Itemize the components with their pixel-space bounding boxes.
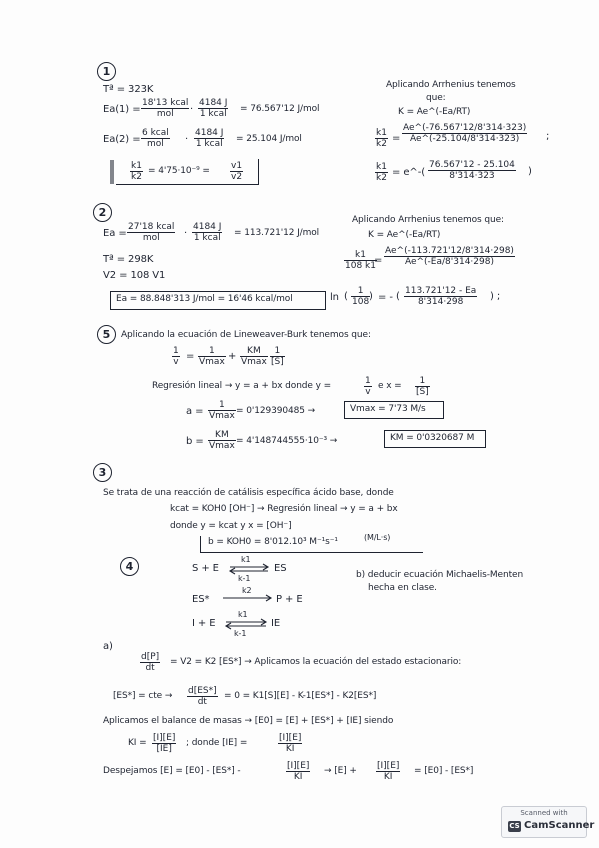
section-number-2: 2: [93, 203, 112, 222]
s1-ea2-fraction-b: 4184 J 1 kcal: [195, 128, 224, 149]
s3-unit-note: (M/L·s): [364, 533, 391, 542]
s2-ea-result: = 113.721'12 J/mol: [234, 228, 320, 238]
s2-ln-label: ln: [330, 292, 339, 303]
s2-right-expression: $\frac{Ae\^{}(-113.721'12/8'314\cdot 298)}{Ae\^{}(-Ea/8'314\cdot 298)}$: [385, 246, 514, 267]
s5-regression: Regresión lineal → y = a + bx donde y =: [152, 381, 332, 391]
s2-ln-expression: $\frac{113.721'12 - Ea}{8'314\cdot 298}$: [405, 286, 477, 307]
s1-ea1-result: = 76.567'12 J/mol: [240, 104, 320, 114]
s4-reaction1-right: ES: [274, 563, 287, 574]
s1-ea2-fraction-a: 6 kcal mol: [142, 128, 169, 149]
s5-km-over-vmax: KM Vmax: [241, 346, 267, 367]
s4-reaction3-right: IE: [271, 618, 281, 629]
camscanner-watermark: Scanned with CS CamScanner: [501, 806, 587, 838]
s5-a-label: a =: [186, 406, 204, 417]
s2-right-k-ratio: $\frac{k1}{108 k1}$: [345, 250, 376, 271]
s1-exp-eq: = e^-(: [392, 167, 425, 178]
s4-reaction2-right: P + E: [276, 594, 303, 605]
s4-ki-label: KI =: [128, 738, 147, 748]
s1-temperature: Tª = 323K: [103, 84, 154, 95]
s4-ss-eq: = 0 = K1[S][E] - K-1[ES*] - K2[ES*]: [224, 691, 377, 701]
s4-reaction2-left: ES*: [192, 594, 210, 605]
s1-arrhenius-eq: K = Ae^(-Ea/RT): [398, 107, 471, 117]
s2-v2: V2 = 108 V1: [103, 270, 166, 281]
s2-ea-label: Ea =: [103, 228, 127, 239]
s5-vmax-result: Vmax = 7'73 M/s: [350, 404, 426, 414]
s4-note-line2: hecha en clase.: [368, 583, 437, 593]
s1-ea2-result: = 25.104 J/mol: [236, 134, 302, 144]
s1-ea1-fraction-b: 4184 J 1 kcal: [199, 98, 228, 119]
s1-ea1-label: Ea(1) =: [103, 104, 141, 115]
s2-ea-fraction-a: 27'18 kcal mol: [128, 222, 175, 243]
s4-mass-balance: Aplicamos el balance de masas → [E0] = [E] + [ES*] + [IE] siendo: [103, 716, 394, 726]
s4-rate-eq: = V2 = K2 [ES*] → Aplicamos la ecuación del estado estacionario:: [170, 657, 462, 667]
section-number-1: 1: [97, 62, 116, 81]
s5-inv-vmax: 1 Vmax: [199, 346, 225, 367]
s4-despeje: Despejamos [E] = [E0] - [ES*] -: [103, 766, 241, 776]
s1-ea1-fraction-a: 18'13 kcal mol: [142, 98, 189, 119]
s5-b-value: = 4'148744555·10⁻³ →: [236, 436, 338, 446]
s1-box-value: = 4'75·10⁻⁹ =: [148, 166, 210, 176]
s4-part-a: a): [103, 641, 113, 652]
s1-ea2-label: Ea(2) =: [103, 134, 141, 145]
s2-ea-fraction-b: 4184 J 1 kcal: [193, 222, 222, 243]
section-number-5: 5: [97, 325, 116, 344]
s2-ln-fraction: $\frac{1}{108}$: [352, 286, 370, 307]
s5-a-value: = 0'129390485 →: [236, 406, 316, 416]
s5-km-result: KM = 0'0320687 M: [390, 433, 475, 443]
s1-exp-fraction: $\frac{76.567'12 - 25.104}{8'314\cdot 323}$: [429, 160, 515, 181]
s5-inv-s: $\frac{1}{[S]}$: [271, 346, 284, 367]
s1-right-intro: Aplicando Arrhenius tenemos: [386, 80, 516, 90]
s1-right-k-ratio: $\frac{k1}{k2}$: [376, 128, 387, 149]
s3-kcat: kcat = KOH0 [OH⁻] → Regresión lineal → y = a + bx: [170, 504, 398, 514]
s2-arrhenius-eq: K = Ae^(-Ea/RT): [368, 230, 441, 240]
s2-temperature: Tª = 298K: [103, 254, 154, 265]
s2-right-intro: Aplicando Arrhenius tenemos que:: [352, 215, 504, 225]
scanned-page: 1 Tª = 323K Ea(1) = 18'13 kcal mol · 4184 J 1 kcal = 76.567'12 J/mol Ea(2) = 6 kcal mol · 4184 J 1 kcal = 25.104 J/mol $\frac{k1}{k2}$ = 4'75·10⁻⁹ = $\frac{v1}{v2}$ Aplicando Arrhenius tenemos que: K = Ae^(-Ea/RT) $\frac{k1}{k2}$ = $\frac{Ae\^{}(-76.567'12/8'314\cdot 323)}{Ae\^{}(-25.104/8'314\cdot 323)}$ ; $\frac{k1}{k2}$ = e^-( $\frac{76.567'12 - 25.104}{8'314\cdot 323}$ ) 2 Ea = 27'18 kcal mol · 4184 J 1 kcal = 113.721'12 J/mol Tª = 298K V2 = 108 V1 Ea = 88.848'313 J/mol = 16'46 kcal/mol Aplicando Arrhenius tenemos que: K = Ae^(-Ea/RT) $\frac{k1}{108 k1}$ = $\frac{Ae\^{}(-113.721'12/8'314\cdot 298)}{Ae\^{}(-Ea/8'314\cdot 298)}$ ln ( $\frac{1}{108}$ ) = - ( $\frac{113.721'12 - Ea}{8'314\cdot 298}$ ) ; 5 Aplicando la ecuación de Lineweaver-Burk tenemos que: $\frac{1}{v}$ = 1 Vmax + KM Vmax $\frac{1}{[S]}$ Regresión lineal → y = a + bx donde y = $\frac{1}{v}$ e x = $\frac{1}{[S]}$ a = 1 Vmax = 0'129390485 → Vmax = 7'73 M/s b = KM Vmax = 4'148744555·10⁻³ → KM = 0'0320687 M 3 Se trata de una reacción de catálisis específica ácido base, donde kcat = KOH0 [OH⁻] → Regresión lineal → y = a + bx donde y = kcat y x = [OH⁻] b = KOH0 = 8'012.10³ M⁻¹s⁻¹ (M/L·s) 4 S + E k1 k-1 ES ES* k2 P + E I + E k1 k-1 IE b) deducir ecuación Michaelis-Menten hecha en clase. a) $\frac{d[P]}{dt}$ = V2 = K2 [ES*] → Aplicamos la ecuación del estado estacionario: [ES*] = cte → $\frac{d[ES*]}{dt}$ = 0 = K1[S][E] - K-1[ES*] - K2[ES*] Aplicamos el balance de masas → [E0] = [E] + [ES*] + [IE] siendo KI = $\frac{[I][E]}{[IE]}$ ; donde [IE] = $\frac{[I][E]}{KI}$ Despejamos [E] = [E0] - [ES*] - $\frac{[I][E]}{KI}$ → [E] + $\frac{[I][E]}{KI}$ = [E0] - [ES*] Scanned with CS CamScanner: [0, 0, 599, 848]
s5-intro: Aplicando la ecuación de Lineweaver-Burk tenemos que:: [121, 330, 371, 340]
s4-ss-left: [ES*] = cte →: [113, 691, 173, 701]
s1-right-k-ratio-2: $\frac{k1}{k2}$: [376, 162, 387, 183]
s3-result: b = KOH0 = 8'012.10³ M⁻¹s⁻¹: [208, 537, 338, 547]
s3-intro: Se trata de una reacción de catálisis específica ácido base, donde: [103, 488, 394, 498]
s5-b-label: b =: [186, 436, 204, 447]
section-number-4: 4: [120, 557, 139, 576]
s1-box-v-ratio: $\frac{v1}{v2}$: [231, 161, 243, 182]
s4-dp-dt: $\frac{d[P]}{dt}$: [141, 652, 160, 673]
s4-note-line1: b) deducir ecuación Michaelis-Menten: [356, 570, 524, 580]
s1-box-k-ratio: $\frac{k1}{k2}$: [131, 161, 142, 182]
camscanner-logo-icon: CS: [509, 822, 520, 830]
s2-result: Ea = 88.848'313 J/mol = 16'46 kcal/mol: [116, 294, 293, 304]
s1-right-que: que:: [426, 93, 446, 103]
s4-reaction3-left: I + E: [192, 618, 216, 629]
s1-right-expression: $\frac{Ae\^{}(-76.567'12/8'314\cdot 323)}{Ae\^{}(-25.104/8'314\cdot 323)}$: [403, 123, 527, 144]
section-number-3: 3: [93, 463, 112, 482]
s4-reaction1-left: S + E: [192, 563, 219, 574]
s4-des-dt: $\frac{d[ES*]}{dt}$: [188, 686, 217, 707]
s5-inv-v: $\frac{1}{v}$: [173, 346, 179, 367]
s3-donde: donde y = kcat y x = [OH⁻]: [170, 521, 292, 531]
